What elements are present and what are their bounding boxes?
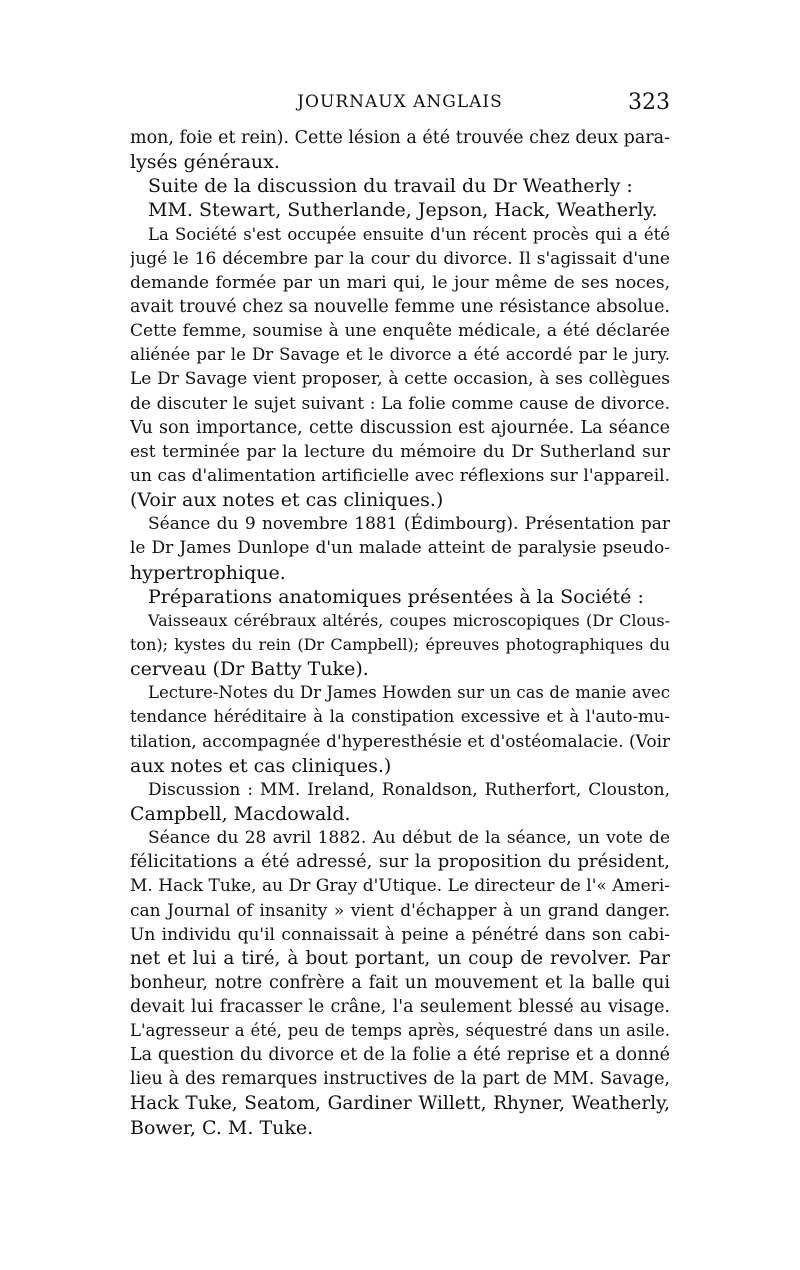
text-line: La Société s'est occupée ensuite d'un récent procès qui a été — [148, 224, 670, 244]
text-line: net et lui a tiré, à bout portant, un coup de revolver. Par — [130, 947, 670, 969]
text-line: un cas d'alimentation artificielle avec réflexions sur l'appareil. — [130, 465, 670, 486]
text-line: MM. Stewart, Sutherlande, Jepson, Hack, Weatherly. — [148, 199, 658, 222]
text-line: Le Dr Savage vient proposer, à cette occasion, à ses collègues — [130, 369, 670, 390]
text-line: Un individu qu'il connaissait à peine a pénétré dans son cabi- — [130, 924, 670, 945]
text-line: aliénée par le Dr Savage et le divorce a été accordé par le jury. — [130, 345, 670, 365]
text-line: Préparations anatomiques présentées à la Société : — [148, 585, 644, 608]
body-text — [130, 126, 670, 1140]
page-number: 323 — [628, 90, 670, 115]
text-line: can Journal of insanity » vient d'échapper à un grand danger. — [130, 900, 670, 921]
text-line: avait trouvé chez sa nouvelle femme une résistance absolue. — [130, 296, 670, 317]
text-line: lysés généraux. — [130, 151, 280, 174]
text-line: jugé le 16 décembre par la cour du divorce. Il s'agissait d'une — [130, 248, 670, 269]
text-line: devait lui fracasser le crâne, l'a seulement blessé au visage. — [130, 997, 670, 1018]
text-line: aux notes et cas cliniques.) — [130, 754, 392, 777]
text-line: Campbell, Macdowald. — [130, 802, 351, 825]
text-line: Hack Tuke, Seatom, Gardiner Willett, Rhyner, Weatherly, — [130, 1092, 670, 1114]
text-line: M. Hack Tuke, au Dr Gray d'Utique. Le directeur de l'« Ameri- — [130, 876, 670, 897]
text-line: L'agresseur a été, peu de temps après, séquestré dans un asile. — [130, 1021, 670, 1041]
text-line: Séance du 9 novembre 1881 (Édimbourg). Présentation par — [148, 514, 670, 535]
text-line: cerveau (Dr Batty Tuke). — [130, 658, 369, 681]
text-line: Discussion : MM. Ireland, Ronaldson, Rutherfort, Clouston, — [148, 779, 670, 800]
page-header — [130, 90, 670, 120]
text-line: Séance du 28 avril 1882. Au début de la séance, un vote de — [148, 828, 670, 849]
text-line: félicitations a été adressé, sur la proposition du président, — [130, 851, 670, 873]
text-line: ton); kystes du rein (Dr Campbell); épreuves photographiques du — [130, 634, 670, 654]
text-line: La question du divorce et de la folie a été reprise et a donné — [130, 1045, 670, 1066]
text-line: tendance héréditaire à la constipation excessive et à l'auto-mu- — [130, 707, 670, 727]
text-line: mon, foie et rein). Cette lésion a été trouvée chez deux para- — [130, 128, 670, 148]
text-line: lieu à des remarques instructives de la part de MM. Savage, — [130, 1069, 670, 1090]
text-line: le Dr James Dunlope d'un malade atteint de paralysie pseudo- — [130, 538, 670, 559]
text-line: bonheur, notre confrère a fait un mouvement et la balle qui — [130, 972, 670, 993]
text-line: de discuter le sujet suivant : La folie comme cause de divorce. — [130, 393, 670, 414]
text-line: (Voir aux notes et cas cliniques.) — [130, 489, 444, 512]
text-line: Vaisseaux cérébraux altérés, coupes microscopiques (Dr Clous- — [148, 610, 670, 630]
text-line: est terminée par la lecture du mémoire du Dr Sutherland sur — [130, 441, 670, 462]
text-line: Vu son importance, cette discussion est ajournée. La séance — [130, 417, 670, 438]
text-line: hypertrophique. — [130, 561, 286, 584]
text-line: demande formée par un mari qui, le jour même de ses noces, — [130, 272, 670, 293]
text-line: Bower, C. M. Tuke. — [130, 1116, 314, 1139]
text-line: tilation, accompagnée d'hyperesthésie et d'ostéomalacie. (Voir — [130, 731, 670, 752]
text-line: Suite de la discussion du travail du Dr Weatherly : — [148, 175, 633, 198]
text-line: Cette femme, soumise à une enquête médicale, a été déclarée — [130, 321, 670, 342]
running-title: JOURNAUX ANGLAIS — [297, 92, 503, 112]
text-line: Lecture-Notes du Dr James Howden sur un cas de manie avec — [148, 683, 670, 703]
